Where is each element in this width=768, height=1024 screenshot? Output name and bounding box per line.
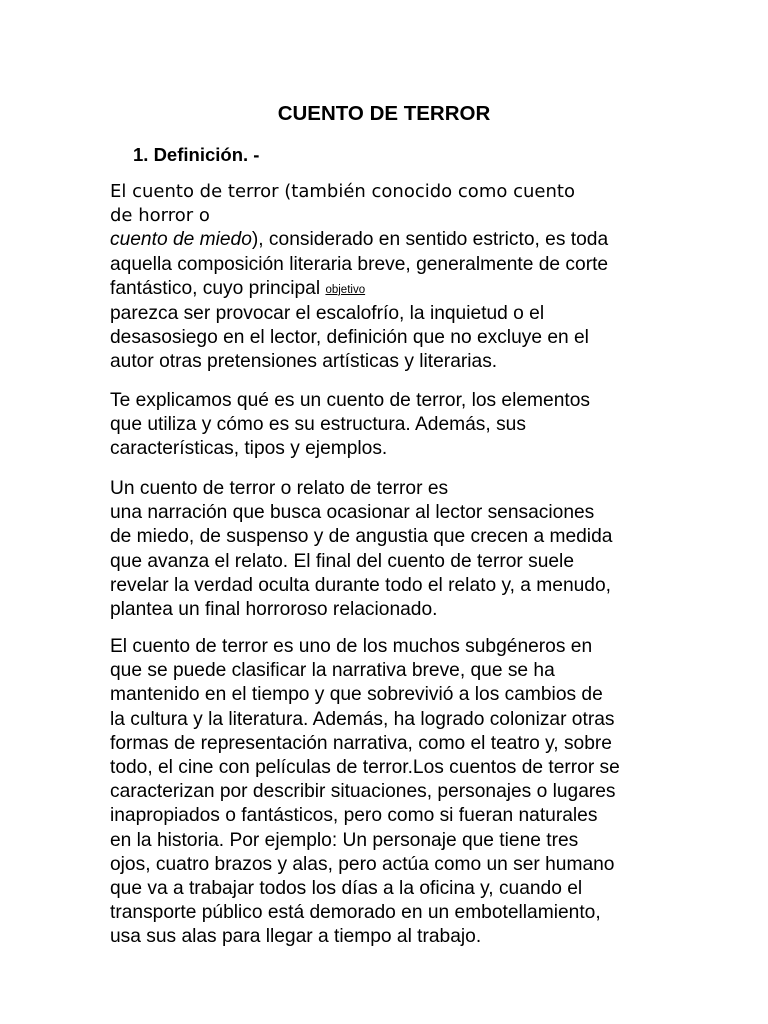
paragraph-line: usa sus alas para llegar a tiempo al trabajo. [110, 926, 482, 948]
paragraph-line: que avanza el relato. El final del cuento de terror suele [110, 550, 574, 572]
paragraph-line: características, tipos y ejemplos. [110, 438, 388, 460]
paragraph-line: parezca ser provocar el escalofrío, la inquietud o el [110, 303, 545, 325]
paragraph-line: desasosiego en el lector, definición que no excluye en el [110, 327, 589, 349]
paragraph-line [110, 277, 670, 302]
paragraph-line: de miedo, de suspenso y de angustia que crecen a medida [110, 526, 613, 548]
paragraph-line: caracterizan por describir situaciones, personajes o lugares [110, 781, 616, 803]
paragraph-line: que se puede clasificar la narrativa breve, que se ha [110, 660, 555, 682]
paragraph-line: de horror o [110, 205, 210, 227]
paragraph-line: autor otras pretensiones artísticas y literarias. [110, 351, 498, 373]
paragraph-line: una narración que busca ocasionar al lector sensaciones [110, 502, 595, 524]
paragraph-line: El cuento de terror es uno de los muchos subgéneros en [110, 636, 593, 657]
paragraph-definition [110, 180, 670, 375]
paragraph-narration [110, 477, 670, 622]
paragraph-text: ), considerado en sentido estricto, es toda [251, 229, 609, 251]
paragraph-line: todo, el cine con películas de terror.Los cuentos de terror se [110, 757, 620, 779]
page-title: CUENTO DE TERROR [277, 102, 491, 125]
paragraph-line: plantea un final horroroso relacionado. [110, 599, 438, 621]
paragraph-line: revelar la verdad oculta durante todo el relato y, a menudo, [110, 574, 611, 596]
paragraph-line: en la historia. Por ejemplo: Un personaje que tiene tres [110, 829, 579, 851]
italic-term: cuento de miedo [110, 229, 252, 251]
paragraph-subgenre [110, 635, 670, 950]
paragraph-line: inapropiados o fantásticos, pero como si fueran naturales [110, 805, 598, 827]
paragraph-line [110, 228, 670, 252]
paragraph-line: mantenido en el tiempo y que sobrevivió a los cambios de [110, 684, 603, 706]
paragraph-line: aquella composición literaria breve, generalmente de corte [110, 253, 609, 275]
paragraph-line: Un cuento de terror o relato de terror es [110, 478, 449, 499]
paragraph-text: fantástico, cuyo principal [110, 277, 321, 299]
section-heading: 1. Definición. - [133, 144, 260, 165]
paragraph-line: Te explicamos qué es un cuento de terror, los elementos [110, 390, 590, 411]
paragraph-line: ojos, cuatro brazos y alas, pero actúa como un ser humano [110, 853, 615, 875]
paragraph-line: formas de representación narrativa, como el teatro y, sobre [110, 732, 612, 754]
paragraph-line: El cuento de terror (también conocido como cuento [110, 181, 575, 202]
paragraph-line: la cultura y la literatura. Además, ha logrado colonizar otras [110, 708, 615, 730]
paragraph-line: transporte público está demorado en un embotellamiento, [110, 902, 601, 924]
paragraph-intro [110, 389, 670, 462]
paragraph-line: que va a trabajar todos los días a la oficina y, cuando el [110, 878, 583, 900]
objetivo-link[interactable]: objetivo [325, 283, 366, 296]
paragraph-line: que utiliza y cómo es su estructura. Además, sus [110, 414, 526, 436]
